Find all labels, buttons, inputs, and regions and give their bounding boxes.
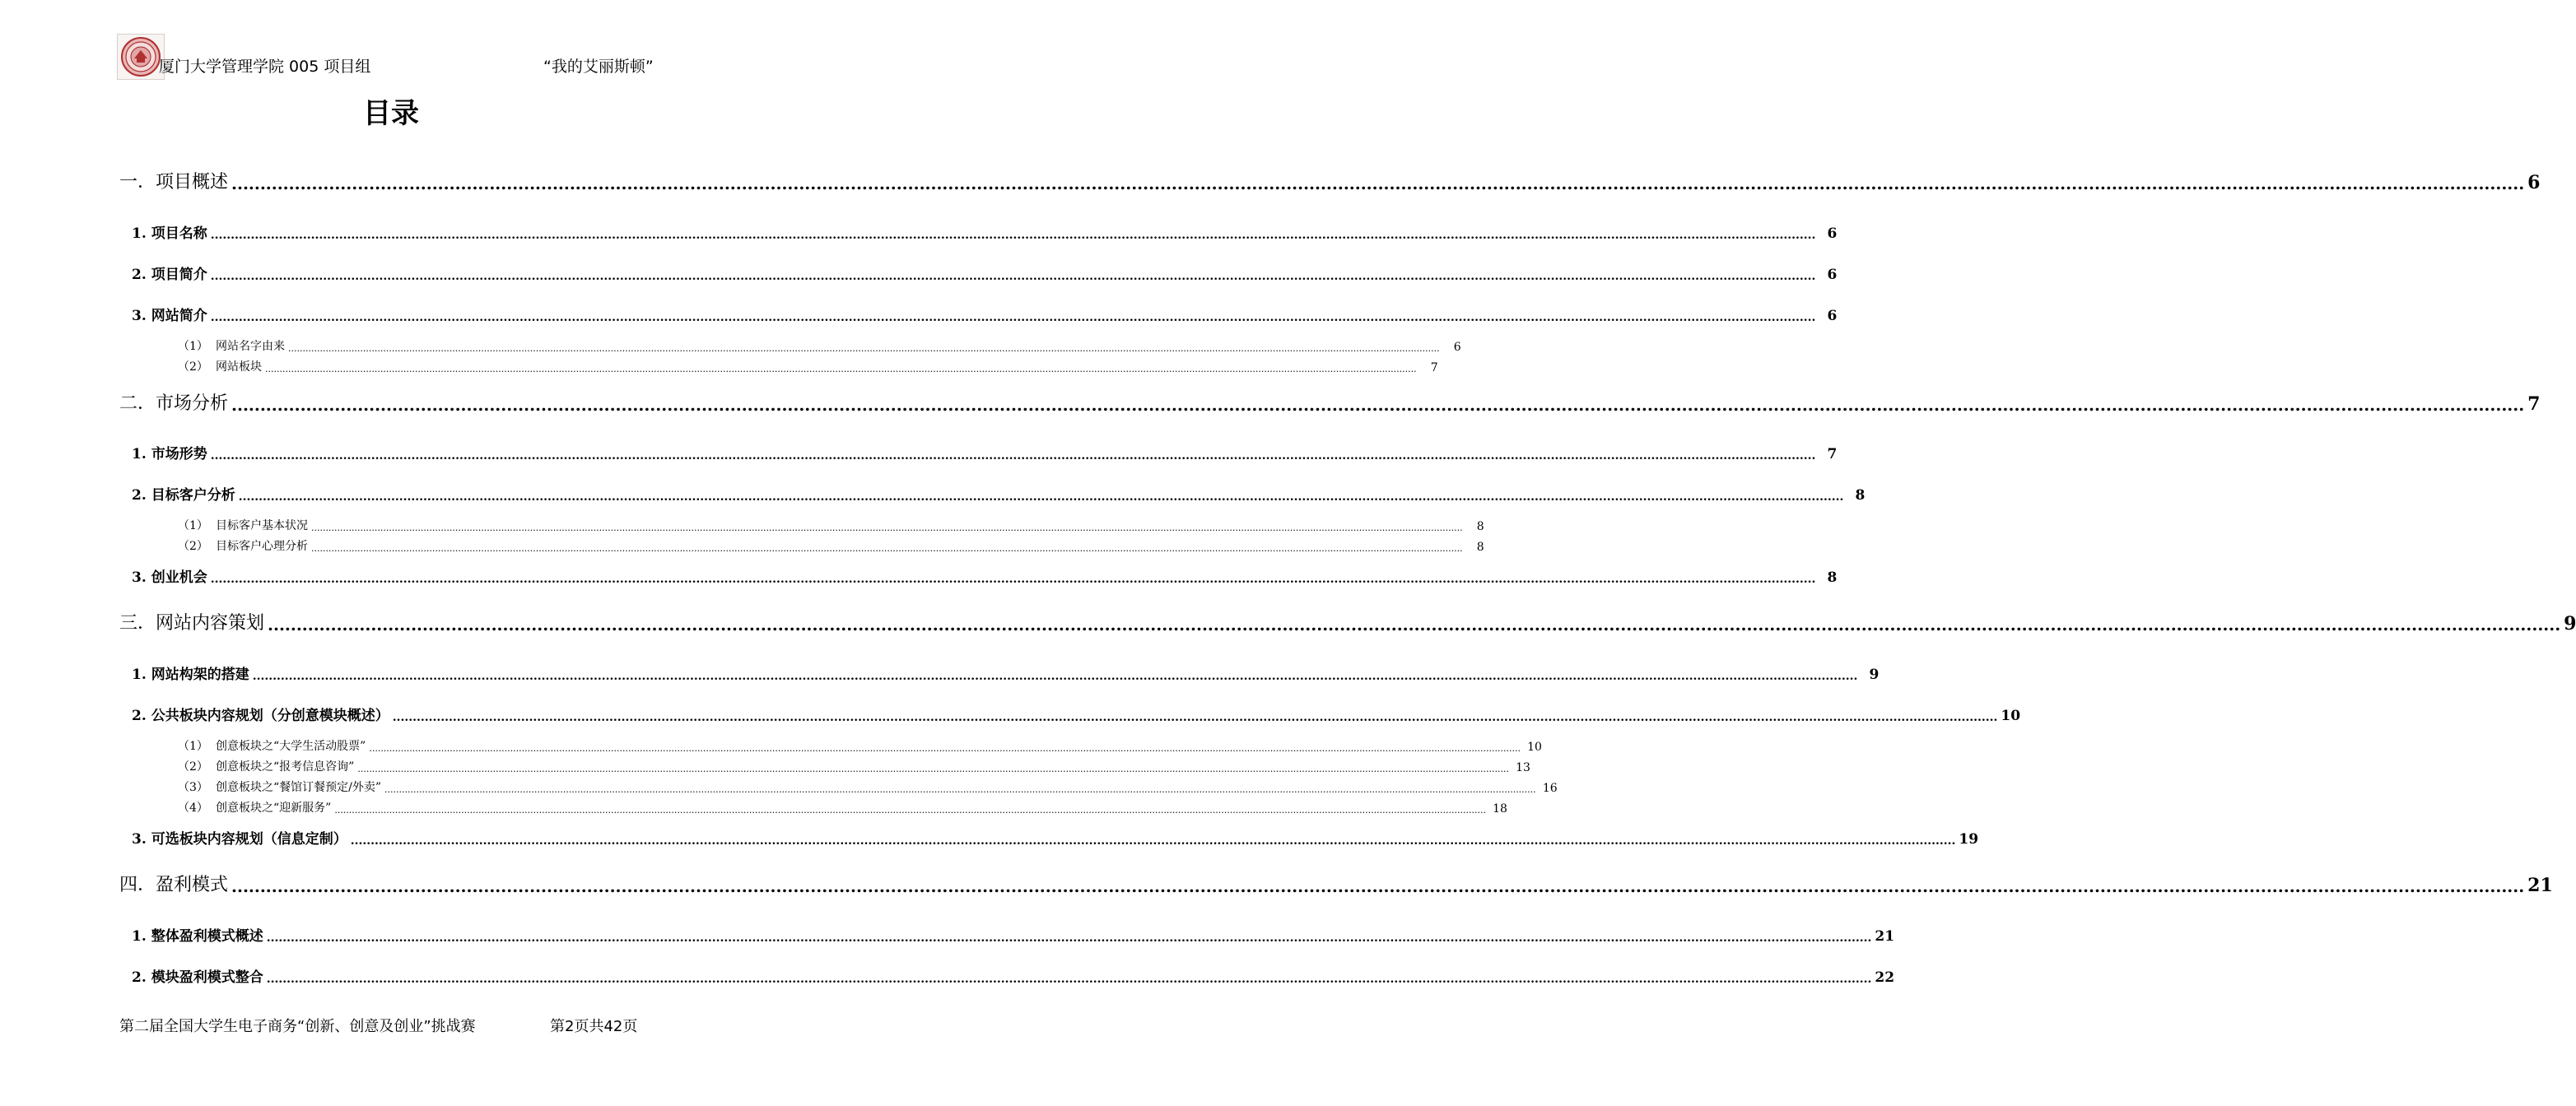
toc-entry-level2[interactable]: [132, 304, 1838, 324]
toc-entry-title: [132, 304, 207, 324]
toc-page-number: 6: [1827, 225, 1838, 242]
toc-entry-level2[interactable]: [132, 966, 1895, 986]
toc-entry-title: [178, 778, 381, 795]
toc-entry-title: [119, 389, 228, 415]
toc-entry-level2[interactable]: [132, 828, 1979, 848]
toc-entry-level1[interactable]: [119, 610, 2576, 634]
toc-entry-level3[interactable]: [178, 778, 1558, 795]
toc-entry-number: 2.: [132, 969, 147, 986]
toc-entry-title: [178, 337, 285, 354]
toc-entry-title: [119, 168, 228, 193]
toc-entry-level2[interactable]: [132, 443, 1838, 462]
toc-leader-dots: ................................................................................................................................................................................................................................................................................................................................................................................................................: [231, 876, 2525, 896]
toc-entry-number: （1）: [178, 340, 208, 353]
toc-page-number: 6: [1827, 267, 1838, 283]
toc-page-number: 21: [1875, 928, 1895, 945]
toc-entry-number: （3）: [178, 781, 208, 794]
toc-entry-number: （2）: [178, 540, 208, 553]
toc-entry-number: （4）: [178, 802, 208, 815]
toc-entry-title: [132, 483, 235, 504]
toc-entry-label: 创意板块之“餐馆订餐预定/外卖”: [216, 781, 382, 794]
toc-entry-title: [119, 871, 228, 896]
toc-entry-number: （1）: [178, 740, 208, 753]
toc-entry-level3[interactable]: [178, 517, 1484, 533]
toc-leader-dots: ................................................................................................................................................................................................................................................................................................................................................................................................................: [231, 174, 2525, 193]
toc-entry-label: 网站简介: [151, 308, 207, 324]
toc-entry-level2[interactable]: [132, 925, 1895, 945]
toc-page-number: 8: [1476, 520, 1484, 533]
toc-page-number: 8: [1476, 541, 1484, 554]
toc-entry-number: 3.: [132, 308, 147, 324]
toc-page-number: 9: [2564, 613, 2576, 634]
toc-entry-number: 1.: [132, 928, 147, 945]
toc-page-number: 16: [1542, 782, 1558, 795]
toc-entry-label: 目标客户基本状况: [216, 519, 308, 532]
toc-entry-title: [132, 704, 389, 724]
toc-entry-level1[interactable]: [119, 390, 2541, 415]
toc-entry-level2[interactable]: [132, 222, 1838, 242]
toc-entry-level1[interactable]: [119, 169, 2541, 193]
toc-entry-label: 三．网站内容策划: [119, 613, 265, 634]
toc-leader-dots: ................................................................................................................................................................................................................................................................................................................................................................................................................: [238, 490, 1844, 504]
toc-leader-dots: ................................................................................................................................................................................................................................................................................................................................................................................................................: [266, 932, 1872, 945]
toc-entry-level2[interactable]: [132, 484, 1866, 504]
toc-entry-title: [178, 537, 308, 554]
toc-entry-number: 2.: [132, 708, 147, 724]
toc-entry-level2[interactable]: [132, 663, 1880, 683]
header-org-name: 厦门大学管理学院 005 项目组: [159, 58, 371, 76]
toc-entry-label: 可选板块内容规划（信息定制）: [151, 831, 347, 848]
toc-entry-title: [178, 758, 354, 774]
toc-page-number: 6: [2527, 172, 2541, 193]
toc-entry-title: [132, 221, 207, 242]
toc-page-number: 7: [2527, 393, 2541, 415]
toc-entry-number: （1）: [178, 519, 208, 532]
footer-competition-name: 第二届全国大学生电子商务“创新、创意及创业”挑战赛: [119, 1018, 476, 1035]
toc-entry-label: 项目名称: [151, 225, 207, 242]
university-seal-icon: [117, 34, 165, 80]
toc-entry-label: 四．盈利模式: [119, 875, 229, 895]
toc-page-number: 21: [2527, 875, 2553, 896]
toc-entry-level3[interactable]: [178, 799, 1507, 816]
toc-entry-level3[interactable]: [178, 358, 1438, 374]
toc-entry-title: [178, 737, 366, 754]
toc-entry-label: 网站板块: [216, 360, 262, 374]
toc-entry-title: [178, 517, 308, 533]
toc-entry-number: （2）: [178, 760, 208, 774]
toc-entry-title: [132, 263, 207, 283]
toc-page-number: 10: [1527, 741, 1542, 754]
toc-entry-title: [132, 924, 263, 945]
toc-leader-dots: ................................................................................................................................................................................................................................................................................................................................................................................................................: [288, 343, 1440, 354]
toc-entry-label: 一．项目概述: [119, 172, 229, 193]
toc-leader-dots: ................................................................................................................................................................................................................................................................................................................................................................................................................: [265, 364, 1417, 374]
footer-page-number: 第2页共42页: [550, 1018, 638, 1035]
toc-leader-dots: ................................................................................................................................................................................................................................................................................................................................................................................................................: [268, 615, 2561, 634]
toc-entry-number: 1.: [132, 225, 147, 242]
toc-entry-level1[interactable]: [119, 871, 2553, 896]
toc-entry-title: [132, 565, 207, 586]
toc-entry-label: 目标客户心理分析: [216, 540, 308, 553]
toc-entry-level2[interactable]: [132, 704, 2021, 724]
toc-entry-title: [178, 799, 331, 816]
toc-entry-title: [132, 827, 347, 848]
toc-entry-label: 二．市场分析: [119, 393, 229, 414]
toc-page-number: 22: [1875, 969, 1895, 986]
toc-leader-dots: ................................................................................................................................................................................................................................................................................................................................................................................................................: [266, 973, 1872, 986]
toc-leader-dots: ................................................................................................................................................................................................................................................................................................................................................................................................................: [210, 311, 1816, 324]
toc-entry-level3[interactable]: [178, 737, 1542, 754]
toc-entry-title: [132, 662, 249, 683]
toc-entry-number: 1.: [132, 667, 147, 683]
toc-page-number: 13: [1516, 761, 1530, 774]
toc-leader-dots: ................................................................................................................................................................................................................................................................................................................................................................................................................: [311, 543, 1463, 554]
toc-leader-dots: ................................................................................................................................................................................................................................................................................................................................................................................................................: [369, 743, 1521, 754]
toc-leader-dots: ................................................................................................................................................................................................................................................................................................................................................................................................................: [357, 764, 1509, 774]
toc-page-number: 6: [1453, 341, 1461, 354]
toc-leader-dots: ................................................................................................................................................................................................................................................................................................................................................................................................................: [210, 573, 1816, 586]
toc-entry-level2[interactable]: [132, 566, 1838, 586]
toc-entry-title: [178, 358, 262, 374]
toc-page-number: 19: [1959, 831, 1979, 848]
toc-leader-dots: ................................................................................................................................................................................................................................................................................................................................................................................................................: [311, 523, 1463, 533]
toc-entry-label: 市场形势: [151, 446, 207, 462]
toc-page-number: 10: [2001, 708, 2021, 724]
toc-entry-label: 项目简介: [151, 267, 207, 283]
toc-entry-label: 网站名字由来: [216, 340, 285, 353]
toc-entry-title: [119, 609, 264, 634]
toc-page-number: 6: [1827, 308, 1838, 324]
toc-page-number: 8: [1827, 569, 1838, 586]
toc-entry-label: 创意板块之“报考信息咨询”: [216, 760, 355, 774]
toc-leader-dots: ................................................................................................................................................................................................................................................................................................................................................................................................................: [350, 834, 1956, 848]
toc-entry-level3[interactable]: [178, 337, 1461, 354]
toc-page-number: 7: [1430, 361, 1438, 374]
toc-entry-number: 3.: [132, 831, 147, 848]
toc-leader-dots: ................................................................................................................................................................................................................................................................................................................................................................................................................: [231, 395, 2525, 415]
toc-entry-level3[interactable]: [178, 758, 1530, 774]
toc-leader-dots: ................................................................................................................................................................................................................................................................................................................................................................................................................: [210, 449, 1816, 462]
toc-leader-dots: ................................................................................................................................................................................................................................................................................................................................................................................................................: [210, 270, 1816, 283]
toc-entry-title: [132, 442, 207, 462]
toc-page-number: 7: [1827, 446, 1838, 462]
toc-leader-dots: ................................................................................................................................................................................................................................................................................................................................................................................................................: [252, 670, 1858, 683]
page-title: 目录: [363, 97, 419, 130]
toc-entry-label: 公共板块内容规划（分创意模块概述）: [151, 708, 389, 724]
toc-leader-dots: ................................................................................................................................................................................................................................................................................................................................................................................................................: [334, 805, 1486, 816]
toc-entry-number: 1.: [132, 446, 147, 462]
header-project-name: “我的艾丽斯顿”: [543, 58, 654, 76]
toc-page-number: 9: [1869, 667, 1880, 683]
toc-leader-dots: ................................................................................................................................................................................................................................................................................................................................................................................................................: [384, 784, 1536, 795]
toc-entry-number: （2）: [178, 360, 208, 374]
toc-entry-level2[interactable]: [132, 263, 1838, 283]
toc-entry-label: 整体盈利模式概述: [151, 928, 263, 945]
toc-entry-label: 创业机会: [151, 569, 207, 586]
toc-leader-dots: ................................................................................................................................................................................................................................................................................................................................................................................................................: [210, 229, 1816, 242]
toc-entry-label: 创意板块之“迎新服务”: [216, 802, 332, 815]
toc-entry-number: 3.: [132, 569, 147, 586]
toc-leader-dots: ................................................................................................................................................................................................................................................................................................................................................................................................................: [392, 711, 1998, 724]
toc-entry-label: 模块盈利模式整合: [151, 969, 263, 986]
toc-entry-level3[interactable]: [178, 537, 1484, 554]
toc-entry-number: 2.: [132, 267, 147, 283]
toc-entry-label: 创意板块之“大学生活动股票”: [216, 740, 366, 753]
toc-page-number: 18: [1493, 802, 1507, 816]
toc-page-number: 8: [1855, 487, 1866, 504]
toc-entry-label: 网站构架的搭建: [151, 667, 249, 683]
toc-entry-number: 2.: [132, 487, 147, 504]
toc-entry-label: 目标客户分析: [151, 487, 235, 504]
toc-entry-title: [132, 965, 263, 986]
